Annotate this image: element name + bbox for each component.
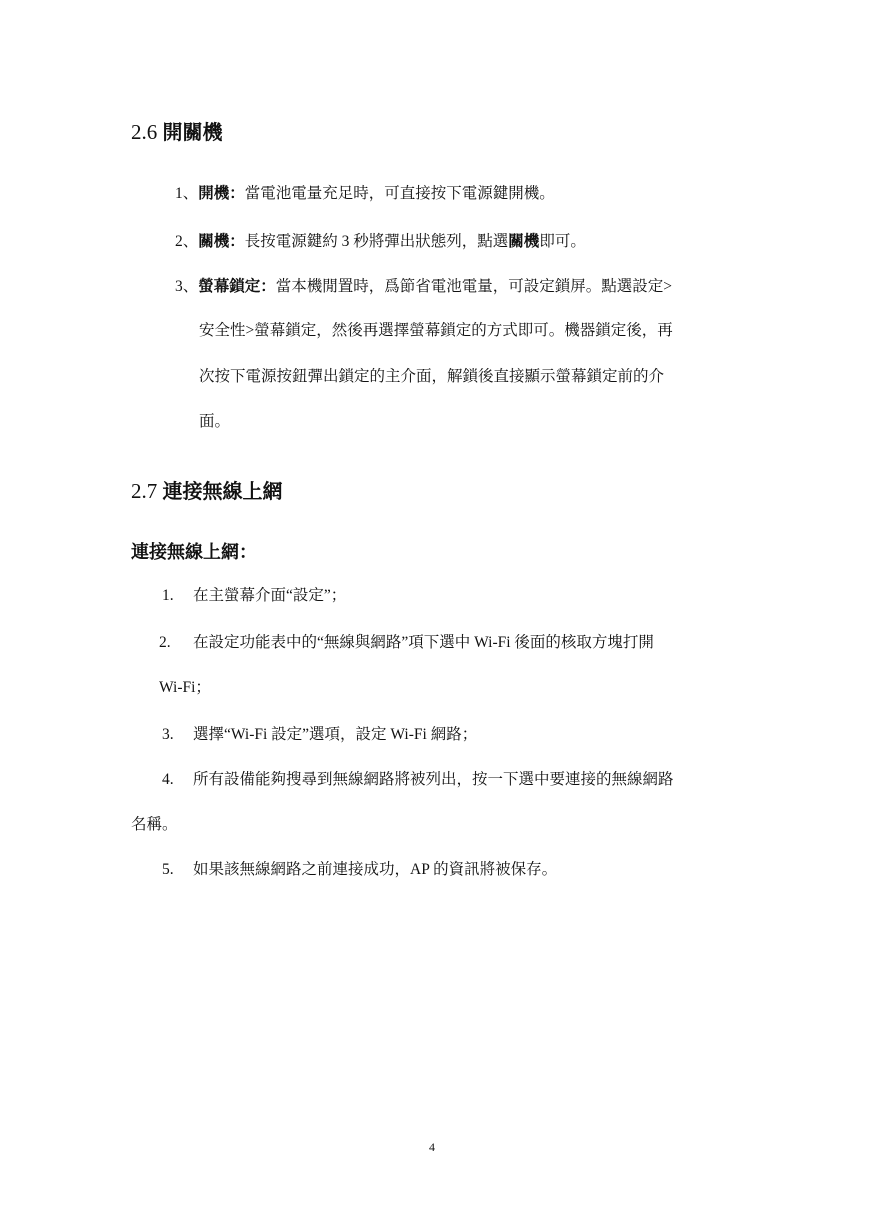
step-number: 2.	[159, 634, 171, 651]
step-number: 1.	[162, 587, 174, 604]
list-item	[175, 229, 586, 251]
step-text: 在設定功能表中的“無線與網路”項下選中 Wi-Fi 後面的核取方塊打開	[193, 634, 654, 651]
item-number: 3、	[175, 278, 199, 295]
step-continuation: 名稱。	[131, 816, 178, 833]
step-text: 如果該無線網路之前連接成功，AP 的資訊將被保存。	[193, 861, 558, 878]
section-2-6-heading	[131, 116, 223, 145]
section-number: 2.6	[131, 120, 158, 144]
item-text: 長按電源鍵約 3 秒將彈出狀態列，點選	[244, 233, 509, 250]
step-item	[162, 583, 346, 605]
item-label: 螢幕鎖定：	[198, 278, 276, 295]
subheading: 連接無線上網：	[131, 542, 257, 563]
item-number: 1、	[175, 185, 199, 202]
step-item	[162, 722, 477, 744]
step-number: 4.	[162, 771, 174, 788]
section-number: 2.7	[131, 479, 158, 503]
section-title: 開關機	[162, 120, 223, 144]
step-item	[162, 857, 557, 879]
item-number: 2、	[175, 233, 199, 250]
step-number: 5.	[162, 861, 174, 878]
list-item-continuation: 次按下電源按鈕彈出鎖定的主介面，解鎖後直接顯示螢幕鎖定前的介	[199, 368, 665, 385]
item-label: 關機：	[198, 233, 245, 250]
list-item-continuation: 面。	[199, 413, 231, 430]
section-title: 連接無線上網	[162, 479, 283, 503]
item-text: 當電池電量充足時，可直接按下電源鍵開機。	[244, 185, 555, 202]
item-text: 即可。	[539, 233, 586, 250]
page-number: 4	[429, 1140, 435, 1154]
item-text: 當本機閒置時，爲節省電池電量，可設定鎖屏。點選設定>	[275, 278, 673, 295]
item-label: 開機：	[198, 185, 245, 202]
section-2-7-heading	[131, 475, 283, 504]
step-text: 在主螢幕介面“設定”；	[193, 587, 347, 604]
step-text: 所有設備能夠搜尋到無線網路將被列出，按一下選中要連接的無線網路	[193, 771, 674, 788]
list-item	[175, 274, 672, 296]
list-item-continuation: 安全性>螢幕鎖定，然後再選擇螢幕鎖定的方式即可。機器鎖定後，再	[199, 322, 673, 339]
step-item	[159, 630, 654, 652]
item-bold-term: 關機	[508, 233, 540, 250]
step-continuation: Wi-Fi；	[159, 679, 211, 696]
step-item	[162, 767, 674, 789]
step-number: 3.	[162, 726, 174, 743]
step-text: 選擇“Wi-Fi 設定”選項，設定 Wi-Fi 網路；	[193, 726, 478, 743]
list-item	[175, 181, 555, 203]
